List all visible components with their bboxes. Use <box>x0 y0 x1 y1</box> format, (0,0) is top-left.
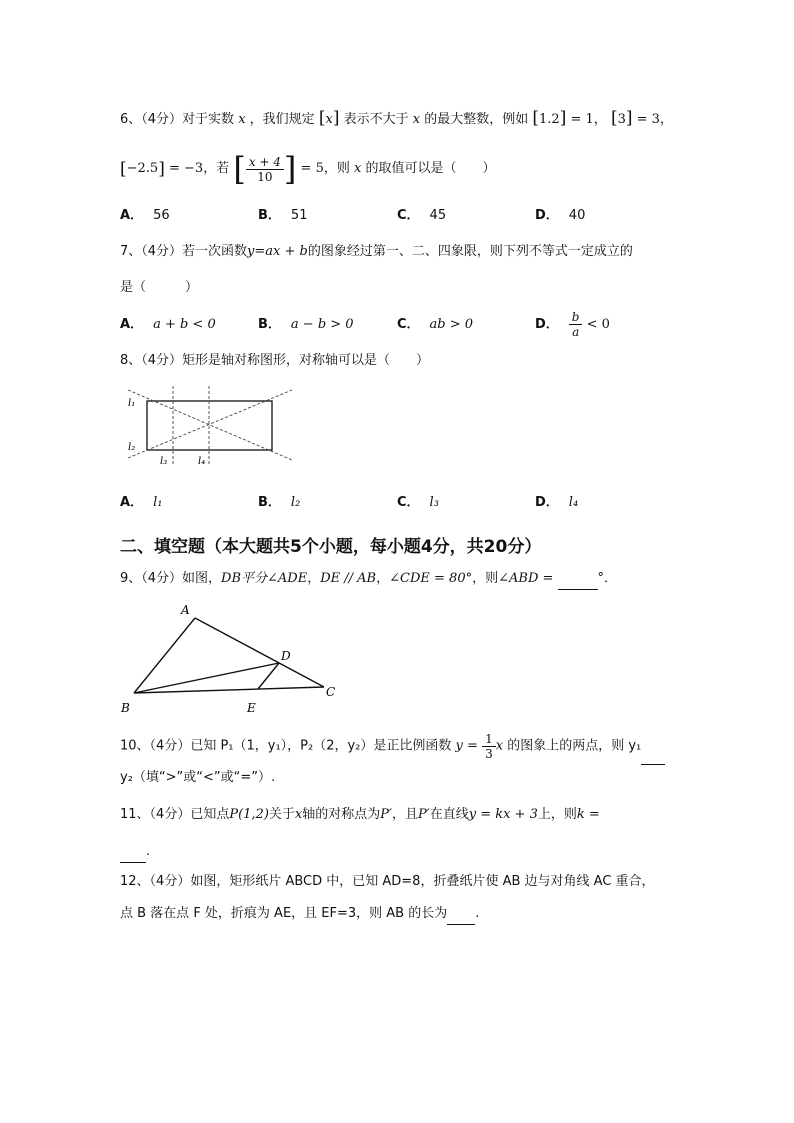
q6-line2: [−2.5] = −3，若 [ $\frac{x + 4}{10}$ ] = 5，则 x 的取值可以是（ ） <box>120 150 496 188</box>
segment-BC <box>134 687 324 693</box>
label-l1: l₁ <box>128 398 136 409</box>
q6-example-3-result: = −3，若 <box>169 161 230 176</box>
label-l3: l₃ <box>160 456 168 467</box>
q6-text: 6、（4分）对于实数 <box>120 112 235 127</box>
q10-fraction: $\frac{1}{3}$ <box>482 732 496 761</box>
q6-var: x <box>412 112 421 127</box>
label-A: A <box>181 603 190 617</box>
q8-line1: 8、（4分）矩形是轴对称图形，对称轴可以是（ ） <box>120 353 430 368</box>
q8-option-d[interactable]: D． l₄ <box>535 495 579 510</box>
q6-example-3: −2.5 <box>126 161 159 176</box>
q6-text: ，我们规定 <box>249 112 315 127</box>
q8-option-b[interactable]: B． l₂ <box>258 495 301 510</box>
q11-line1: 11、（4分）已知点P(1,2)关于x轴的对称点为P′，且P′在直线y = kx + 3上，则k = <box>120 807 600 822</box>
q12-line2: 点 B 落在点 F 处，折痕为 AE，且 EF=3，则 AB 的长为 . <box>120 904 479 925</box>
q12-answer-blank[interactable] <box>447 904 475 925</box>
q11-answer-blank[interactable] <box>120 842 146 863</box>
q6-option-d[interactable]: D． 40 <box>535 208 586 223</box>
q6-option-c[interactable]: C． 45 <box>397 208 447 223</box>
q7-option-c[interactable]: C． ab > 0 <box>397 317 474 332</box>
q10-line1: 10、（4分）已知 P₁（1，y₁），P₂（2，y₂）是正比例函数 y = $\frac{1}{3}$ x 的图象上的两点，则 y₁ <box>120 728 665 765</box>
q8-rectangle-figure <box>120 384 300 468</box>
q6-var: x <box>238 112 246 127</box>
q9-condition-2: DE // AB <box>320 571 377 586</box>
label-l4: l₄ <box>198 456 206 467</box>
q7-option-a[interactable]: A． a + b < 0 <box>120 317 216 332</box>
q7-line1: 7、（4分）若一次函数y=ax + b的图象经过第一、二、四象限，则下列不等式一定成立的 <box>120 244 633 259</box>
section-heading: 二、填空题（本大题共5个小题，每小题4分，共20分） <box>120 537 542 557</box>
label-C: C <box>326 685 336 699</box>
q11-line2: . <box>120 842 150 863</box>
q6-line1: 6、（4分）对于实数 x ，我们规定 [x] 表示不大于 x 的最大整数，例如 [1.2] = 1， [3] = 3， <box>120 108 673 128</box>
q6-option-a[interactable]: A． 56 <box>120 208 170 223</box>
q9-line1: 9、（4分）如图，DB平分∠ADE，DE // AB，∠CDE = 80°，则∠ABD = °． <box>120 569 617 590</box>
q11-line-equation: y = kx + 3 <box>468 807 538 822</box>
floor-bracket-right: ] <box>283 150 297 188</box>
q6-example-2-result: = 3， <box>636 112 673 127</box>
label-l2: l₂ <box>128 442 136 453</box>
label-E: E <box>247 701 256 715</box>
q7-option-d[interactable]: D． $\frac{b}{a}$ < 0 <box>535 310 610 339</box>
q6-fraction: $\frac{x + 4}{10}$ <box>246 155 284 184</box>
q8-option-a[interactable]: A． l₁ <box>120 495 163 510</box>
q10-line2: y₂（填“>”或“<”或“=”）. <box>120 770 276 785</box>
q7-option-b[interactable]: B． a − b > 0 <box>258 317 354 332</box>
q6-example-2: 3 <box>617 112 626 127</box>
q6-example-1-result: = 1， <box>570 112 607 127</box>
floor-bracket: ] <box>332 108 340 128</box>
q9-triangle-figure <box>115 598 337 718</box>
q6-var: x <box>353 161 362 176</box>
floor-bracket-left: [ <box>233 150 246 188</box>
q6-floor-var: x <box>325 112 333 127</box>
label-D: D <box>281 649 291 663</box>
q9-ask: ∠ABD = <box>498 571 558 586</box>
q9-condition-1: DB平分∠ADE <box>221 571 308 586</box>
q6-text: 表示不大于 <box>343 112 409 127</box>
floor-bracket: [ <box>318 108 326 128</box>
q6-question-tail: 的取值可以是（ ） <box>365 161 496 176</box>
q6-equation: = 5，则 <box>300 161 350 176</box>
q9-answer-blank[interactable] <box>558 569 598 590</box>
q11-point: P(1,2) <box>229 807 269 822</box>
q10-answer-blank[interactable] <box>641 728 665 765</box>
label-B: B <box>121 701 130 715</box>
q8-option-c[interactable]: C． l₃ <box>397 495 439 510</box>
q6-option-b[interactable]: B． 51 <box>258 208 308 223</box>
q12-line1: 12、（4分）如图，矩形纸片 ABCD 中，已知 AD=8，折叠纸片使 AB 边与对角线 AC 重合， <box>120 874 655 889</box>
q6-text: 的最大整数，例如 <box>424 112 529 127</box>
q9-condition-3: ∠CDE = 80° <box>389 571 473 586</box>
q6-example-1: 1.2 <box>539 112 560 127</box>
q7-line2: 是（ ） <box>120 280 199 295</box>
q7-function: y=ax + b <box>247 244 308 259</box>
